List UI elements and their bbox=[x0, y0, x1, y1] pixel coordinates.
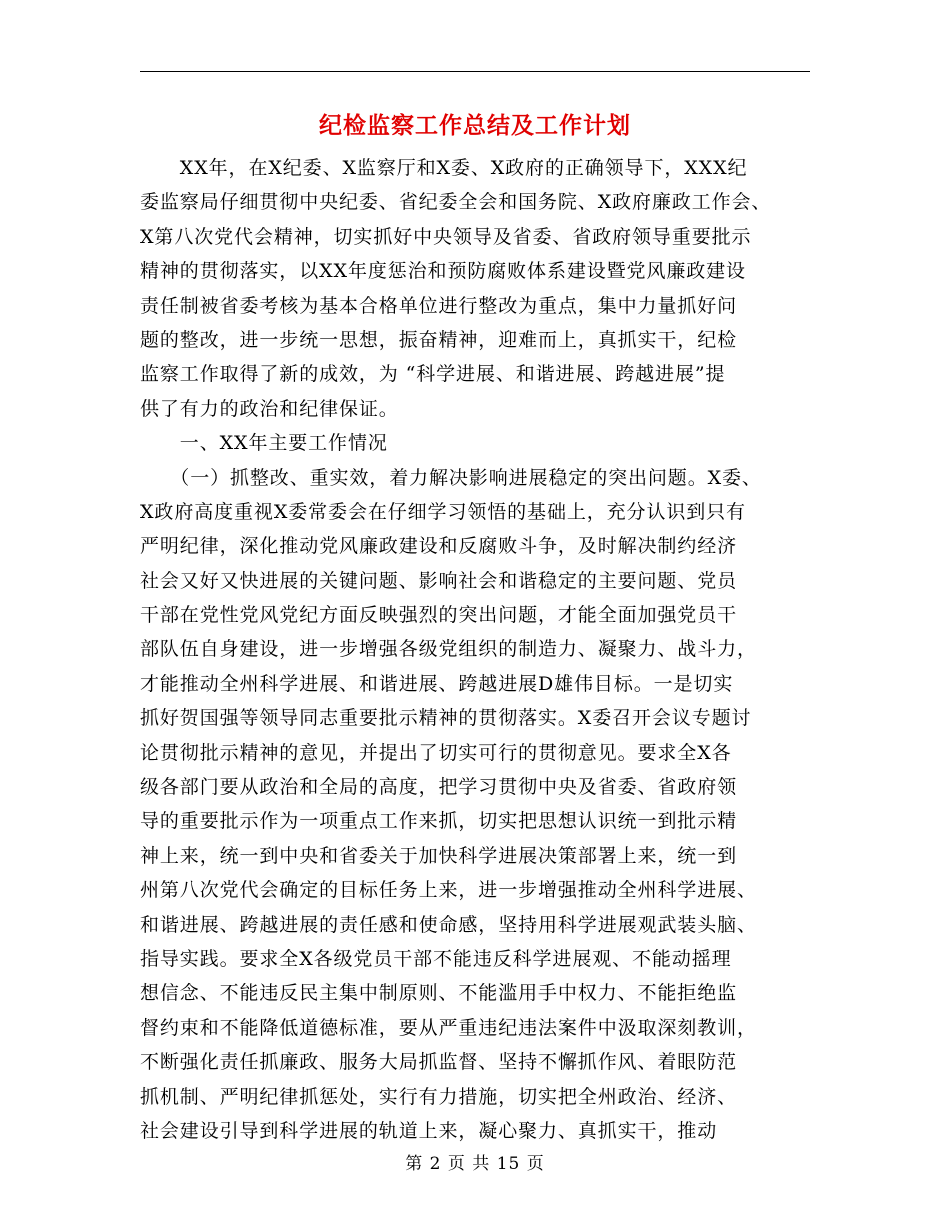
header-rule bbox=[140, 71, 810, 72]
body-line: 州第八次党代会确定的目标任务上来，进一步增强推动全州科学进展、 bbox=[140, 879, 757, 902]
body-line: 论贯彻批示精神的意见，并提出了切实可行的贯彻意见。要求全X各 bbox=[140, 741, 732, 764]
body-line: 社会建设引导到科学进展的轨道上来，凝心聚力、真抓实干，推动 bbox=[140, 1119, 718, 1142]
body-line: XX年，在X纪委、X监察厅和X委、X政府的正确领导下，XXX纪 bbox=[140, 157, 748, 179]
document-title: 纪检监察工作总结及工作计划 bbox=[319, 112, 631, 139]
footer-middle: 页 共 bbox=[447, 1154, 491, 1174]
page-footer bbox=[0, 1150, 950, 1178]
body-line: 想信念、不能违反民主集中制原则、不能滥用手中权力、不能拒绝监 bbox=[140, 982, 738, 1005]
body-line: 责任制被省委考核为基本合格单位进行整改为重点，集中力量抓好问 bbox=[140, 294, 738, 317]
body-line: 供了有力的政治和纪律保证。 bbox=[140, 397, 399, 420]
body-line: 不断强化责任抓廉政、服务大局抓监督、坚持不懈抓作风、着眼防范 bbox=[140, 1051, 738, 1074]
total-pages-number: 15 bbox=[496, 1154, 521, 1174]
body-line: 严明纪律，深化推动党风廉政建设和反腐败斗争，及时解决制约经济 bbox=[140, 535, 738, 558]
body-line: 精神的贯彻落实，以XX年度惩治和预防腐败体系建设暨党风廉政建设 bbox=[140, 260, 746, 283]
footer-suffix: 页 bbox=[526, 1154, 545, 1174]
body-line: X政府高度重视X委常委会在仔细学习领悟的基础上，充分认识到只有 bbox=[140, 500, 746, 523]
body-line: 干部在党性党风党纪方面反映强烈的突出问题，才能全面加强党员干 bbox=[140, 604, 738, 627]
body-line: （一）抓整改、重实效，着力解决影响进展稳定的突出问题。X委、 bbox=[140, 466, 762, 489]
body-line: 部队伍自身建设，进一步增强各级党组织的制造力、凝聚力、战斗力， bbox=[140, 638, 757, 661]
body-line: 题的整改，进一步统一思想，振奋精神，迎难而上，真抓实干，纪检 bbox=[140, 328, 738, 351]
body-line: 委监察局仔细贯彻中央纪委、省纪委全会和国务院、X政府廉政工作会、 bbox=[140, 191, 772, 214]
body-line: 抓好贺国强等领导同志重要批示精神的贯彻落实。X委召开会议专题讨 bbox=[140, 707, 752, 730]
body-line: 级各部门要从政治和全局的高度，把学习贯彻中央及省委、省政府领 bbox=[140, 776, 738, 799]
section-heading: 一、XX年主要工作情况 bbox=[140, 432, 388, 455]
body-line: 导的重要批示作为一项重点工作来抓，切实把思想认识统一到批示精 bbox=[140, 810, 738, 833]
body-line: 神上来，统一到中央和省委关于加快科学进展决策部署上来，统一到 bbox=[140, 844, 738, 867]
body-line: 社会又好又快进展的关键问题、影响社会和谐稳定的主要问题、党员 bbox=[140, 569, 738, 592]
footer-prefix: 第 bbox=[405, 1154, 424, 1174]
body-line: 抓机制、严明纪律抓惩处，实行有力措施，切实把全州政治、经济、 bbox=[140, 1085, 738, 1108]
body-line: 监察工作取得了新的成效，为 “科学进展、和谐进展、跨越进展”提 bbox=[140, 363, 726, 386]
current-page-number: 2 bbox=[429, 1154, 442, 1174]
document-body bbox=[140, 151, 820, 1148]
body-line: 和谐进展、跨越进展的责任感和使命感，坚持用科学进展观武装头脑、 bbox=[140, 913, 757, 936]
body-line: X第八次党代会精神，切实抓好中央领导及省委、省政府领导重要批示 bbox=[140, 225, 752, 248]
body-line: 才能推动全州科学进展、和谐进展、跨越进展D雄伟目标。一是切实 bbox=[140, 672, 734, 695]
body-line: 指导实践。要求全X各级党员干部不能违反科学进展观、不能动摇理 bbox=[140, 947, 732, 970]
body-line: 督约束和不能降低道德标准，要从严重违纪违法案件中汲取深刻教训， bbox=[140, 1016, 757, 1039]
